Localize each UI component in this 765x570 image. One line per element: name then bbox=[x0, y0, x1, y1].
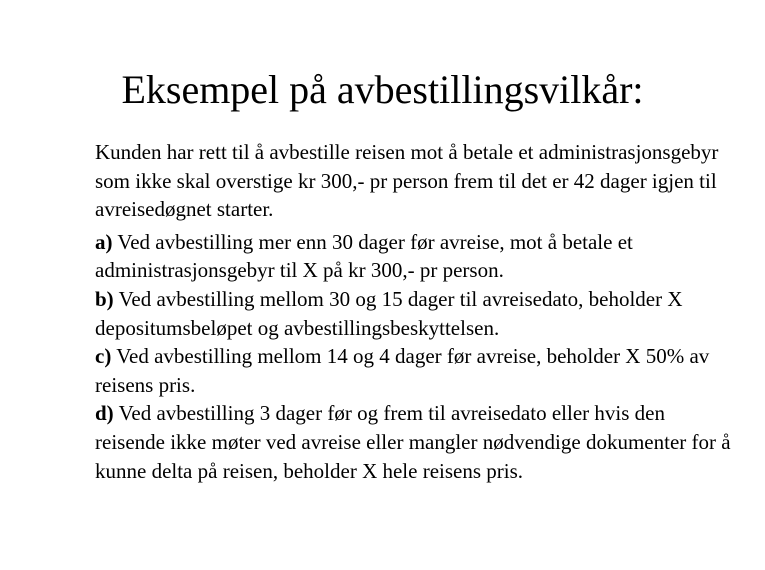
slide-body bbox=[95, 138, 735, 485]
clause-label: b) bbox=[95, 286, 114, 311]
slide-title: Eksempel på avbestillingsvilkår: bbox=[121, 67, 644, 112]
clause-text: Ved avbestilling mellom 30 og 15 dager til avreisedato, beholder X depositumsbeløpet og avbestillingsbeskyttelsen. bbox=[95, 286, 683, 340]
clause-a bbox=[95, 228, 735, 285]
clause-b bbox=[95, 285, 735, 342]
clause-text: Ved avbestilling mer enn 30 dager før avreise, mot å betale et administrasjonsgebyr til X på kr 300,- pr person. bbox=[95, 229, 633, 283]
clause-label: d) bbox=[95, 401, 114, 426]
clause-text: Ved avbestilling 3 dager før og frem til avreisedato eller hvis den reisende ikke møter ved avreise eller mangler nødvendige dokumenter for å kunne delta på reisen, beholder X hele reisens pris. bbox=[95, 401, 731, 483]
clause-c bbox=[95, 342, 735, 399]
intro-paragraph: Kunden har rett til å avbestille reisen mot å betale et administrasjonsgebyr som ikke skal overstige kr 300,- pr person frem til det er 42 dager igjen til avreisedøgnet starter. bbox=[95, 140, 719, 222]
clause-label: c) bbox=[95, 344, 112, 369]
clause-d bbox=[95, 399, 735, 485]
clause-label: a) bbox=[95, 229, 113, 254]
clause-text: Ved avbestilling mellom 14 og 4 dager før avreise, beholder X 50% av reisens pris. bbox=[95, 344, 710, 397]
